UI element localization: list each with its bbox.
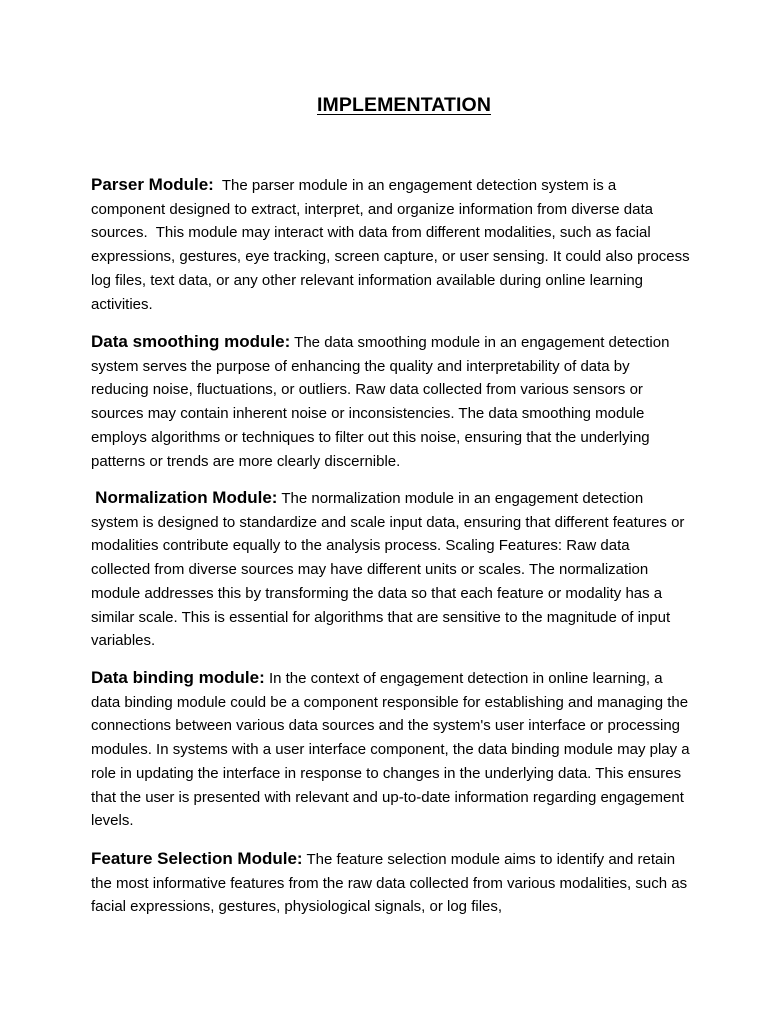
section-body: The normalization module in an engagement detection system is designed to standardize and scale input data, ensuring that different features or modalities contribute equally to the analysis process. Scaling Features: Raw data collected from diverse sources may have different units or scales. The normalization module addresses this by transforming the data so that each feature or modality has a similar scale. This is essential for algorithms that are sensitive to the magnitude of input variables. xyxy=(91,490,689,650)
section-body: In the context of engagement detection in online learning, a data binding module could be a component responsible for establishing and managing the connections between various data sources and the system's user interface or processing modules. In systems with a user interface component, the data binding module may play a role in updating the interface in response to changes in the underlying data. This ensures that the user is presented with relevant and up-to-date information regarding engagement levels. xyxy=(91,670,694,830)
normalization-module-paragraph xyxy=(91,486,691,653)
section-heading: Data smoothing module: xyxy=(91,332,291,351)
section-heading: Parser Module: xyxy=(91,175,214,194)
page-title: IMPLEMENTATION xyxy=(317,94,491,116)
section-body: The data smoothing module in an engagement detection system serves the purpose of enhancing the quality and interpretability of data by reducing noise, fluctuations, or outliers. Raw data collected from various sensors or sources may contain inherent noise or inconsistencies. The data smoothing module employs algorithms or techniques to filter out this noise, ensuring that the underlying patterns or trends are more clearly discernible. xyxy=(91,334,674,470)
data-smoothing-module-paragraph xyxy=(91,330,691,473)
feature-selection-module-paragraph xyxy=(91,847,691,919)
section-body: The feature selection module aims to identify and retain the most informative features from the raw data collected from various modalities, such as facial expressions, gestures, physiological signals, or log files, xyxy=(91,851,692,916)
section-heading: Feature Selection Module: xyxy=(91,849,303,868)
section-heading: Normalization Module: xyxy=(95,488,278,507)
section-heading: Data binding module: xyxy=(91,668,265,687)
parser-module-paragraph xyxy=(91,173,694,316)
data-binding-module-paragraph xyxy=(91,666,694,833)
section-body: The parser module in an engagement detection system is a component designed to extract, interpret, and organize information from diverse data sources. This module may interact with data from different modalities, such as facial expressions, gestures, eye tracking, screen capture, or user sensing. It could also process log files, text data, or any other relevant information available during online learning activities. xyxy=(91,177,694,313)
